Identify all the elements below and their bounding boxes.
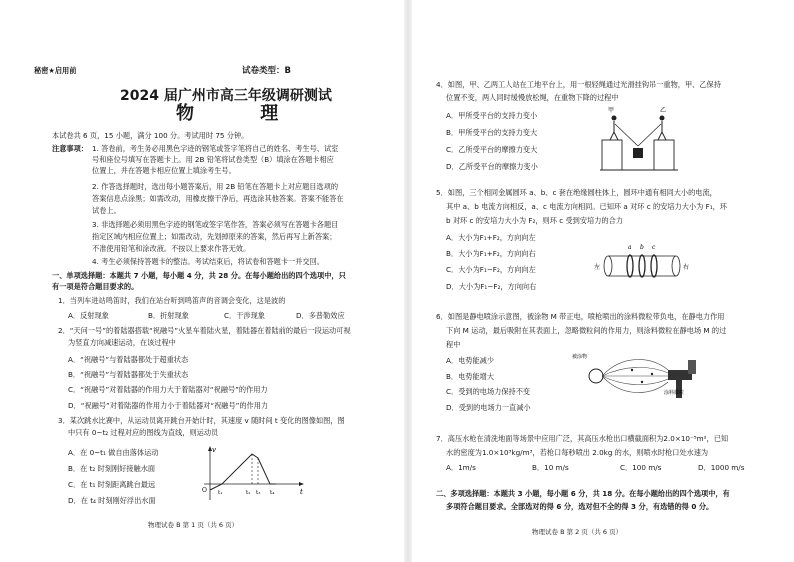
velocity-time-graph — [200, 444, 310, 508]
q3-option-a: A．在 0~t₁ 做自由落体运动 — [68, 448, 159, 457]
ring-a-label: a — [628, 244, 632, 251]
secret-label: 秘密★启用前 — [34, 66, 77, 75]
note-line: 答案信息点涂黑；如需改动，用橡皮擦干净后，再选涂其他答案。答案不能答在 — [92, 194, 344, 203]
q6-option-a: A．电势能减少 — [446, 356, 495, 365]
question-1-stem: 1．当列车进站鸣笛时，我们在站台听到鸣笛声的音调会变化，这是波的 — [58, 296, 286, 305]
q1-option-d: D．多普勒效应 — [296, 311, 345, 320]
section-2-heading: 多项符合题目要求。全部选对的得 6 分，选对但不全的得 3 分，有选错的得 0 分。 — [446, 502, 714, 511]
note-line: 4. 考生必须保持答题卡的整洁。考试结束后，将试卷和答题卡一并交回。 — [92, 257, 324, 266]
note-line: 试卷上。 — [92, 206, 121, 215]
q1-option-b: B．折射现象 — [148, 311, 189, 320]
ring-c-label: c — [652, 244, 656, 251]
right-label: 右 — [683, 264, 690, 271]
ring-b-label: b — [640, 244, 644, 251]
axis-t-label: t — [300, 488, 303, 496]
question-2-stem: 为竖直方向减速运动，在该过程中 — [68, 338, 176, 347]
q3-option-c: C．在 t₁ 时刻距离跳台最远 — [68, 480, 156, 489]
tick-t2: t₂ — [246, 490, 251, 496]
section-1-heading: 一、单项选择题：本题共 7 小题，每小题 4 分，共 28 分。在每小题给出的四个选项中，只 — [52, 271, 346, 280]
q6-option-d: D．受到的电场力一直减小 — [446, 403, 531, 412]
section-2-heading: 二、多项选择题：本题共 3 小题，每小题 6 分，共 18 分。在每小题给出的四个选项中，有 — [436, 489, 730, 498]
note-line: 不准使用铅笔和涂改液。不按以上要求作答无效。 — [92, 244, 251, 253]
q2-option-c: C．“祝融号”对着陆器的作用力大于着陆器对“祝融号”的作用力 — [68, 385, 268, 394]
q4-option-b: B．甲所受平台的支持力变大 — [446, 128, 538, 137]
q3-option-b: B．在 t₂ 时刻刚好接触水面 — [68, 464, 156, 473]
left-label: 左 — [594, 264, 601, 271]
section-1-heading: 有一项是符合题目要求的。 — [52, 282, 139, 291]
q3-option-d: D．在 t₄ 时刻刚好浮出水面 — [68, 496, 156, 505]
question-4-stem: 4．如图，甲、乙两工人站在工地平台上，用一根轻绳通过光滑挂钩吊一重物，甲、乙保持 — [436, 80, 721, 89]
note-line: 2. 作答选择题时，选出每小题答案后，用 2B 铅笔在答题卡上对应题目选项的 — [92, 182, 339, 191]
paint-particle-label: 涂料微粒 — [664, 390, 685, 396]
q4-option-a: A．甲所受平台的支持力变小 — [446, 111, 538, 120]
question-6-stem: 程中 — [446, 340, 461, 349]
page-2 — [412, 0, 794, 562]
q6-option-c: C．受到的电场力保持不变 — [446, 387, 531, 396]
workers-platform-figure — [600, 106, 678, 172]
label-yi: 乙 — [660, 107, 667, 114]
q6-option-b: B．电势能增大 — [446, 372, 495, 381]
q5-option-c: C．大小为F₁−F₂，方向向左 — [446, 265, 536, 274]
q7-option-a: A．1m/s — [446, 463, 476, 472]
note-line: 号和座位号填写在答题卡上。用 2B 铅笔将试卷类型（B）填涂在答题卡相应 — [92, 155, 334, 164]
page-footer: 物理试卷 B 第 2 页（共 6 页） — [532, 528, 623, 536]
question-7-stem: 水的密度为1.0×10³kg/m³，若枪口每秒喷出 2.0kg 的水，则喷水时枪口处水速为 — [446, 448, 709, 457]
q5-option-d: D．大小为F₁−F₂，方向向右 — [446, 282, 537, 291]
subject-title: 物 理 — [176, 103, 309, 124]
question-7-stem: 7．高压水枪在清洗地面等场景中应用广泛，其高压水枪出口横截面积为2.0×10⁻⁵m²，已知 — [436, 434, 729, 443]
tick-t3: t₃ — [256, 490, 261, 496]
q2-option-d: D．“祝融号”对着陆器的作用力小于着陆器对“祝融号”的作用力 — [68, 401, 269, 410]
page-fold — [404, 0, 412, 562]
q4-option-d: D．乙所受平台的摩擦力变小 — [446, 162, 538, 171]
q5-option-b: B．大小为F₁+F₂，方向向右 — [446, 249, 536, 258]
q7-option-b: B．10 m/s — [532, 463, 569, 472]
question-2-stem: 2．“天问一号”的着陆器搭载“祝融号”火星车着陆火星，着陆器在着陆前的最后一段运动可视 — [58, 326, 351, 335]
exam-title: 2024 届广州市高三年级调研测试 — [120, 88, 332, 104]
question-3-stem: 中只有 0~t₂ 过程对应的图线为直线，则运动员 — [68, 428, 219, 437]
axis-v-label: v — [212, 446, 216, 454]
tick-t4: t₄ — [270, 490, 275, 496]
question-6-stem: 下向 M 运动，最后吸附在其表面上，忽略微粒间的作用力，则涂料微粒在静电场 M 的过 — [446, 326, 727, 335]
page-footer: 物理试卷 B 第 1 页（共 6 页） — [148, 521, 239, 529]
coated-object-label: 被涂物 — [572, 354, 588, 360]
paper-type: 试卷类型：B — [242, 66, 291, 76]
note-line: 3. 非选择题必须用黑色字迹的钢笔或签字笔作答，答案必须写在答题卡各题目 — [92, 220, 339, 229]
tick-t1: t₁ — [218, 490, 223, 496]
question-5-stem: 5．如图，三个相同金属圆环 a、b、c 套在绝缘圆柱体上，圆环中通有相同大小的电流， — [436, 188, 717, 197]
rings-on-cylinder-figure — [592, 240, 692, 280]
q2-option-a: A．“祝融号”与着陆器都处于超重状态 — [68, 355, 189, 364]
q7-option-c: C．100 m/s — [620, 463, 662, 472]
q5-option-a: A．大小为F₁+F₂，方向向左 — [446, 233, 536, 242]
question-5-stem: 其中 a、b 电流方向相反，a、c 电流方向相同。已知环 a 对环 c 的安培力大小为 F₁，环 — [446, 202, 727, 211]
q2-option-b: B．“祝融号”与着陆器都处于失重状态 — [68, 370, 189, 379]
label-jia: 甲 — [608, 107, 615, 114]
notes-label: 注意事项： — [52, 144, 88, 153]
q4-option-c: C．乙所受平台的摩擦力变大 — [446, 145, 538, 154]
question-3-stem: 3．某次跳水比赛中，从运动员离开跳台开始计时，其速度 v 随时间 t 变化的图像如图，图 — [58, 416, 345, 425]
electrostatic-spray-figure — [572, 346, 704, 406]
q1-option-a: A．反射现象 — [68, 311, 109, 320]
question-6-stem: 6．如图是静电喷涂示意图，被涂物 M 带正电，喷枪喷出的涂料微粒带负电，在静电力作用 — [436, 312, 725, 321]
q1-option-c: C．干涉现象 — [224, 311, 265, 320]
note-line: 1. 答卷前，考生务必用黑色字迹的钢笔或签字笔将自己的姓名、考生号、试室 — [92, 144, 339, 153]
intro-line: 本试卷共 6 页，15 小题，满分 100 分。考试用时 75 分钟。 — [52, 131, 249, 140]
question-4-stem: 位置不变，两人同时缓慢放松绳，在重物下降的过程中 — [446, 93, 619, 102]
note-line: 指定区域内相应位置上；如需改动，先划掉原来的答案，然后再写上新答案； — [92, 232, 337, 241]
question-5-stem: b 对环 c 的安培力大小为 F₂，则环 c 受到安培力的合力 — [446, 216, 623, 225]
q7-option-d: D．1000 m/s — [698, 463, 745, 472]
origin-label: O — [202, 487, 207, 494]
note-line: 位置上，并在答题卡相应位置上填涂考生号。 — [92, 166, 236, 175]
